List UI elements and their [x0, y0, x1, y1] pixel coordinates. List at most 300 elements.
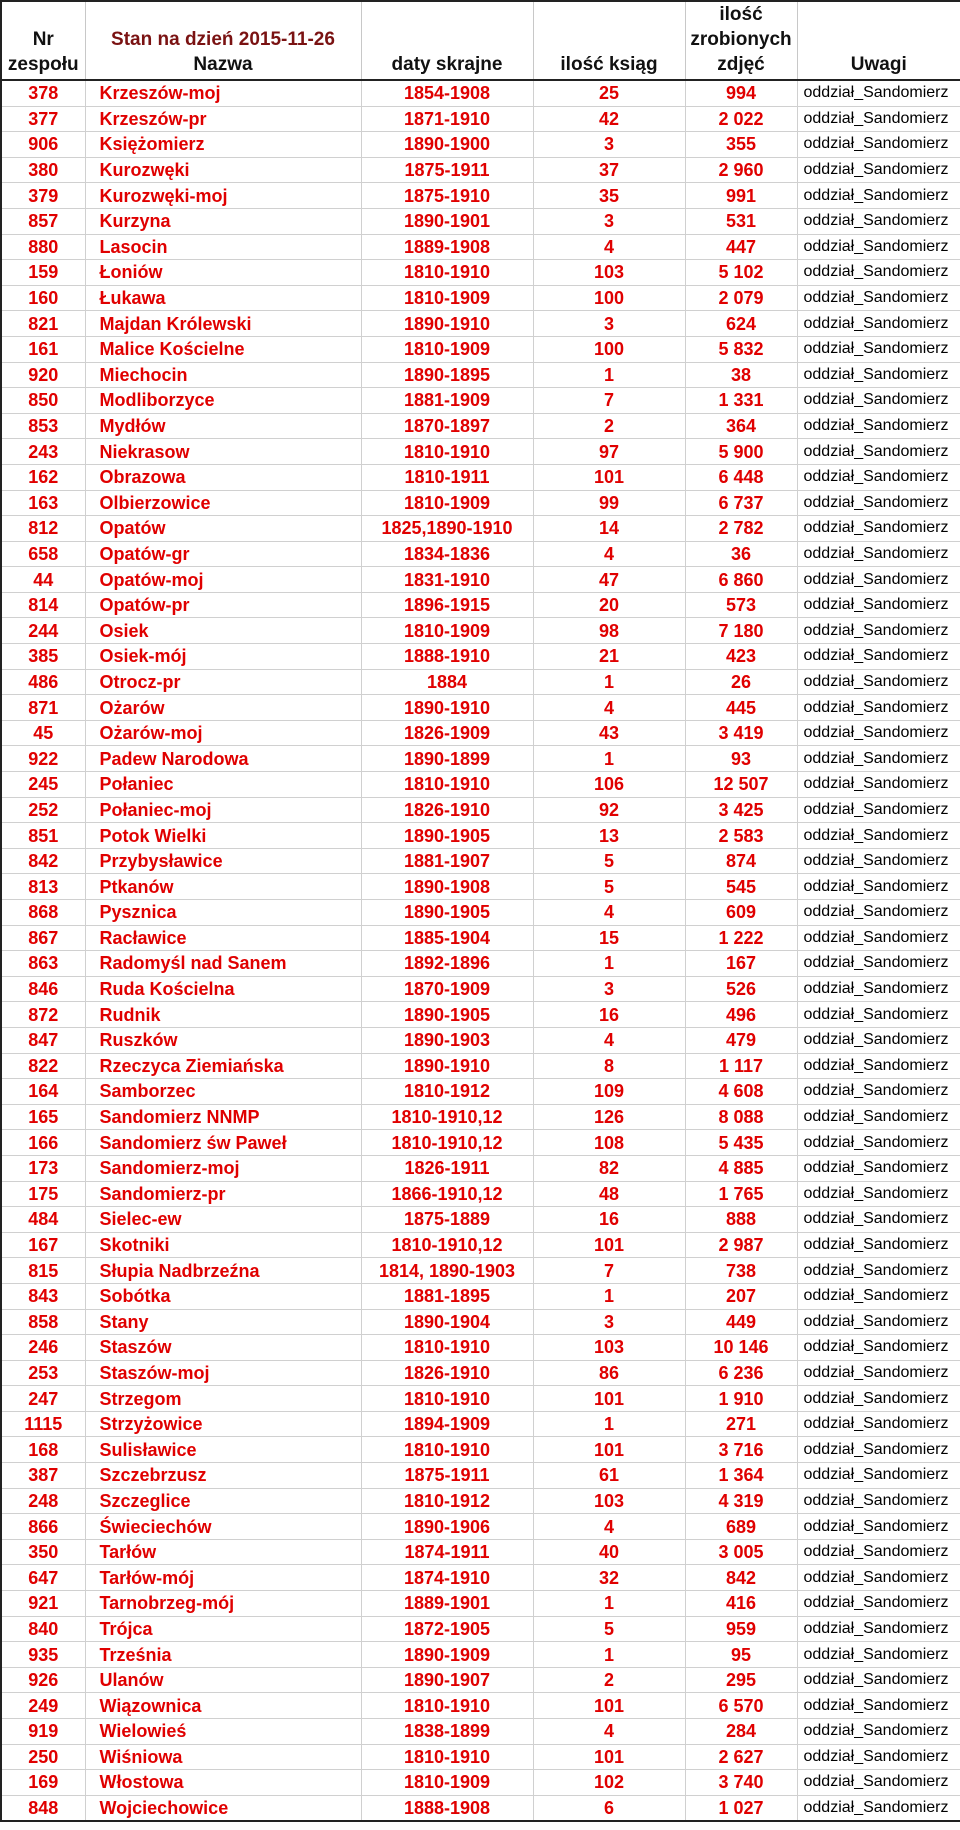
cell-dates: 1826-1910 [361, 797, 533, 823]
cell-notes: oddział_Sandomierz [797, 1027, 960, 1053]
cell-photos: 445 [685, 695, 797, 721]
cell-books: 106 [533, 772, 685, 798]
cell-nr: 486 [1, 669, 85, 695]
cell-photos: 284 [685, 1719, 797, 1745]
cell-books: 47 [533, 567, 685, 593]
cell-books: 2 [533, 1667, 685, 1693]
cell-nr: 857 [1, 208, 85, 234]
cell-name: Słupia Nadbrzeźna [85, 1258, 361, 1284]
cell-notes: oddział_Sandomierz [797, 80, 960, 106]
cell-name: Szczebrzusz [85, 1463, 361, 1489]
cell-photos: 3 716 [685, 1437, 797, 1463]
header-nr-line2: zespołu [7, 54, 79, 75]
cell-name: Sandomierz-moj [85, 1155, 361, 1181]
cell-notes: oddział_Sandomierz [797, 1488, 960, 1514]
cell-nr: 253 [1, 1360, 85, 1386]
cell-notes: oddział_Sandomierz [797, 208, 960, 234]
cell-name: Stany [85, 1309, 361, 1335]
cell-photos: 2 583 [685, 823, 797, 849]
cell-nr: 880 [1, 234, 85, 260]
header-name [85, 1, 361, 80]
cell-photos: 6 236 [685, 1360, 797, 1386]
cell-books: 99 [533, 490, 685, 516]
cell-notes: oddział_Sandomierz [797, 132, 960, 158]
cell-photos: 36 [685, 541, 797, 567]
table-row [1, 1002, 960, 1028]
cell-notes: oddział_Sandomierz [797, 234, 960, 260]
cell-books: 4 [533, 234, 685, 260]
cell-dates: 1890-1907 [361, 1667, 533, 1693]
cell-dates: 1894-1909 [361, 1411, 533, 1437]
cell-notes: oddział_Sandomierz [797, 746, 960, 772]
cell-notes: oddział_Sandomierz [797, 362, 960, 388]
cell-photos: 888 [685, 1207, 797, 1233]
cell-notes: oddział_Sandomierz [797, 1642, 960, 1668]
cell-notes: oddział_Sandomierz [797, 1079, 960, 1105]
cell-photos: 3 740 [685, 1770, 797, 1796]
header-photos-line1: ilość [719, 4, 763, 25]
cell-notes: oddział_Sandomierz [797, 285, 960, 311]
cell-dates: 1810-1909 [361, 336, 533, 362]
cell-books: 4 [533, 1514, 685, 1540]
cell-nr: 846 [1, 976, 85, 1002]
cell-nr: 658 [1, 541, 85, 567]
cell-dates: 1890-1905 [361, 823, 533, 849]
table-row [1, 797, 960, 823]
cell-books: 35 [533, 183, 685, 209]
cell-name: Trześnia [85, 1642, 361, 1668]
cell-books: 15 [533, 925, 685, 951]
cell-notes: oddział_Sandomierz [797, 976, 960, 1002]
cell-dates: 1826-1911 [361, 1155, 533, 1181]
cell-name: Wielowieś [85, 1719, 361, 1745]
cell-notes: oddział_Sandomierz [797, 439, 960, 465]
cell-nr: 484 [1, 1207, 85, 1233]
table-row [1, 1309, 960, 1335]
cell-photos: 6 570 [685, 1693, 797, 1719]
table-row [1, 1411, 960, 1437]
cell-nr: 160 [1, 285, 85, 311]
cell-photos: 3 419 [685, 720, 797, 746]
cell-dates: 1838-1899 [361, 1719, 533, 1745]
cell-books: 7 [533, 1258, 685, 1284]
cell-photos: 1 222 [685, 925, 797, 951]
cell-name: Opatów [85, 516, 361, 542]
cell-notes: oddział_Sandomierz [797, 925, 960, 951]
table-row [1, 1488, 960, 1514]
cell-dates: 1885-1904 [361, 925, 533, 951]
cell-books: 103 [533, 1335, 685, 1361]
table-row [1, 1744, 960, 1770]
cell-name: Wiśniowa [85, 1744, 361, 1770]
cell-nr: 813 [1, 874, 85, 900]
cell-nr: 1115 [1, 1411, 85, 1437]
cell-dates: 1888-1910 [361, 644, 533, 670]
cell-photos: 423 [685, 644, 797, 670]
cell-dates: 1890-1903 [361, 1027, 533, 1053]
cell-books: 92 [533, 797, 685, 823]
cell-dates: 1881-1907 [361, 848, 533, 874]
header-nr [1, 1, 85, 80]
cell-nr: 385 [1, 644, 85, 670]
cell-dates: 1810-1912 [361, 1488, 533, 1514]
cell-photos: 355 [685, 132, 797, 158]
cell-name: Opatów-moj [85, 567, 361, 593]
cell-notes: oddział_Sandomierz [797, 1744, 960, 1770]
cell-name: Sulisławice [85, 1437, 361, 1463]
cell-notes: oddział_Sandomierz [797, 516, 960, 542]
cell-nr: 250 [1, 1744, 85, 1770]
cell-photos: 526 [685, 976, 797, 1002]
cell-notes: oddział_Sandomierz [797, 1770, 960, 1796]
cell-notes: oddział_Sandomierz [797, 1386, 960, 1412]
cell-dates: 1810-1910 [361, 772, 533, 798]
cell-photos: 26 [685, 669, 797, 695]
cell-photos: 167 [685, 951, 797, 977]
cell-books: 3 [533, 208, 685, 234]
cell-books: 101 [533, 1693, 685, 1719]
cell-photos: 2 627 [685, 1744, 797, 1770]
cell-dates: 1870-1909 [361, 976, 533, 1002]
cell-dates: 1890-1901 [361, 208, 533, 234]
cell-nr: 45 [1, 720, 85, 746]
cell-photos: 4 885 [685, 1155, 797, 1181]
cell-photos: 1 331 [685, 388, 797, 414]
table-row [1, 874, 960, 900]
cell-notes: oddział_Sandomierz [797, 848, 960, 874]
cell-photos: 1 117 [685, 1053, 797, 1079]
cell-dates: 1875-1910 [361, 183, 533, 209]
cell-notes: oddział_Sandomierz [797, 1437, 960, 1463]
cell-name: Staszów [85, 1335, 361, 1361]
cell-name: Padew Narodowa [85, 746, 361, 772]
table-row [1, 1693, 960, 1719]
header-nr-line1: Nr [32, 29, 54, 50]
cell-photos: 874 [685, 848, 797, 874]
cell-dates: 1890-1899 [361, 746, 533, 772]
cell-books: 109 [533, 1079, 685, 1105]
table-row [1, 592, 960, 618]
cell-photos: 3 425 [685, 797, 797, 823]
table-row [1, 362, 960, 388]
cell-photos: 738 [685, 1258, 797, 1284]
header-books: ilość ksiąg [533, 1, 685, 80]
cell-books: 61 [533, 1463, 685, 1489]
cell-notes: oddział_Sandomierz [797, 311, 960, 337]
cell-nr: 858 [1, 1309, 85, 1335]
cell-books: 101 [533, 464, 685, 490]
cell-dates: 1892-1896 [361, 951, 533, 977]
cell-books: 4 [533, 900, 685, 926]
cell-dates: 1875-1911 [361, 157, 533, 183]
cell-name: Skotniki [85, 1232, 361, 1258]
cell-nr: 847 [1, 1027, 85, 1053]
cell-books: 8 [533, 1053, 685, 1079]
cell-nr: 848 [1, 1795, 85, 1821]
cell-dates: 1810-1910 [361, 260, 533, 286]
header-photos-line2: zrobionych [690, 29, 792, 50]
table-row [1, 1719, 960, 1745]
cell-nr: 814 [1, 592, 85, 618]
cell-notes: oddział_Sandomierz [797, 874, 960, 900]
cell-dates: 1890-1908 [361, 874, 533, 900]
cell-name: Ulanów [85, 1667, 361, 1693]
cell-photos: 573 [685, 592, 797, 618]
cell-notes: oddział_Sandomierz [797, 644, 960, 670]
table-row [1, 1027, 960, 1053]
cell-notes: oddział_Sandomierz [797, 797, 960, 823]
cell-photos: 449 [685, 1309, 797, 1335]
table-row [1, 1770, 960, 1796]
cell-nr: 244 [1, 618, 85, 644]
cell-notes: oddział_Sandomierz [797, 1130, 960, 1156]
cell-books: 48 [533, 1181, 685, 1207]
cell-books: 102 [533, 1770, 685, 1796]
cell-name: Racławice [85, 925, 361, 951]
cell-photos: 1 910 [685, 1386, 797, 1412]
cell-nr: 248 [1, 1488, 85, 1514]
cell-books: 21 [533, 644, 685, 670]
table-body [1, 80, 960, 1821]
cell-photos: 2 782 [685, 516, 797, 542]
table-row [1, 1642, 960, 1668]
cell-nr: 167 [1, 1232, 85, 1258]
cell-notes: oddział_Sandomierz [797, 1795, 960, 1821]
cell-nr: 166 [1, 1130, 85, 1156]
cell-nr: 851 [1, 823, 85, 849]
cell-nr: 247 [1, 1386, 85, 1412]
table-row [1, 80, 960, 106]
cell-name: Świeciechów [85, 1514, 361, 1540]
table-row [1, 1104, 960, 1130]
cell-notes: oddział_Sandomierz [797, 720, 960, 746]
cell-notes: oddział_Sandomierz [797, 490, 960, 516]
cell-books: 1 [533, 669, 685, 695]
cell-notes: oddział_Sandomierz [797, 823, 960, 849]
table-row [1, 541, 960, 567]
cell-dates: 1810-1909 [361, 490, 533, 516]
cell-dates: 1890-1909 [361, 1642, 533, 1668]
cell-name: Wojciechowice [85, 1795, 361, 1821]
cell-books: 7 [533, 388, 685, 414]
cell-dates: 1871-1910 [361, 106, 533, 132]
cell-books: 101 [533, 1386, 685, 1412]
cell-books: 4 [533, 1719, 685, 1745]
cell-notes: oddział_Sandomierz [797, 567, 960, 593]
cell-books: 3 [533, 132, 685, 158]
cell-name: Rudnik [85, 1002, 361, 1028]
cell-books: 14 [533, 516, 685, 542]
table-row [1, 464, 960, 490]
cell-name: Tarnobrzeg-mój [85, 1591, 361, 1617]
cell-notes: oddział_Sandomierz [797, 618, 960, 644]
cell-notes: oddział_Sandomierz [797, 260, 960, 286]
table-row [1, 900, 960, 926]
cell-nr: 863 [1, 951, 85, 977]
cell-name: Połaniec [85, 772, 361, 798]
table-row [1, 976, 960, 1002]
cell-dates: 1810-1910 [361, 1437, 533, 1463]
cell-notes: oddział_Sandomierz [797, 1181, 960, 1207]
cell-name: Opatów-pr [85, 592, 361, 618]
cell-notes: oddział_Sandomierz [797, 1719, 960, 1745]
cell-name: Sandomierz-pr [85, 1181, 361, 1207]
cell-photos: 364 [685, 413, 797, 439]
cell-dates: 1881-1909 [361, 388, 533, 414]
cell-photos: 2 022 [685, 106, 797, 132]
cell-dates: 1875-1911 [361, 1463, 533, 1489]
table-row [1, 1667, 960, 1693]
table-row [1, 157, 960, 183]
cell-photos: 447 [685, 234, 797, 260]
cell-notes: oddział_Sandomierz [797, 541, 960, 567]
cell-nr: 168 [1, 1437, 85, 1463]
cell-notes: oddział_Sandomierz [797, 1053, 960, 1079]
cell-photos: 6 737 [685, 490, 797, 516]
cell-books: 1 [533, 1642, 685, 1668]
cell-nr: 866 [1, 1514, 85, 1540]
cell-notes: oddział_Sandomierz [797, 1514, 960, 1540]
cell-books: 16 [533, 1207, 685, 1233]
cell-photos: 38 [685, 362, 797, 388]
cell-photos: 496 [685, 1002, 797, 1028]
cell-photos: 7 180 [685, 618, 797, 644]
cell-dates: 1814, 1890-1903 [361, 1258, 533, 1284]
cell-dates: 1826-1909 [361, 720, 533, 746]
cell-books: 2 [533, 413, 685, 439]
table-row [1, 1514, 960, 1540]
cell-photos: 6 860 [685, 567, 797, 593]
cell-dates: 1810-1910 [361, 1335, 533, 1361]
cell-photos: 959 [685, 1616, 797, 1642]
table-row [1, 823, 960, 849]
header-dates: daty skrajne [361, 1, 533, 80]
table-row [1, 746, 960, 772]
table-row [1, 1232, 960, 1258]
cell-notes: oddział_Sandomierz [797, 1360, 960, 1386]
table-row [1, 183, 960, 209]
cell-books: 4 [533, 1027, 685, 1053]
table-row [1, 1565, 960, 1591]
cell-nr: 842 [1, 848, 85, 874]
cell-name: Opatów-gr [85, 541, 361, 567]
cell-nr: 173 [1, 1155, 85, 1181]
cell-dates: 1810-1909 [361, 1770, 533, 1796]
cell-nr: 175 [1, 1181, 85, 1207]
cell-name: Ożarów [85, 695, 361, 721]
cell-photos: 3 005 [685, 1539, 797, 1565]
cell-nr: 926 [1, 1667, 85, 1693]
cell-photos: 4 608 [685, 1079, 797, 1105]
cell-name: Strzegom [85, 1386, 361, 1412]
cell-name: Krzeszów-pr [85, 106, 361, 132]
cell-nr: 162 [1, 464, 85, 490]
cell-photos: 624 [685, 311, 797, 337]
cell-nr: 161 [1, 336, 85, 362]
cell-name: Wiązownica [85, 1693, 361, 1719]
table-row [1, 720, 960, 746]
cell-dates: 1889-1908 [361, 234, 533, 260]
cell-photos: 994 [685, 80, 797, 106]
table-row [1, 413, 960, 439]
cell-notes: oddział_Sandomierz [797, 1591, 960, 1617]
table-row [1, 388, 960, 414]
cell-dates: 1831-1910 [361, 567, 533, 593]
table-row [1, 439, 960, 465]
cell-name: Tarłów-mój [85, 1565, 361, 1591]
cell-dates: 1881-1895 [361, 1283, 533, 1309]
table-row [1, 695, 960, 721]
cell-photos: 545 [685, 874, 797, 900]
cell-name: Ożarów-moj [85, 720, 361, 746]
cell-nr: 935 [1, 1642, 85, 1668]
cell-name: Szczeglice [85, 1488, 361, 1514]
cell-dates: 1810-1909 [361, 618, 533, 644]
cell-nr: 647 [1, 1565, 85, 1591]
cell-dates: 1896-1915 [361, 592, 533, 618]
cell-name: Modliborzyce [85, 388, 361, 414]
cell-name: Rzeczyca Ziemiańska [85, 1053, 361, 1079]
header-photos-line3: zdjęć [717, 54, 765, 75]
cell-dates: 1872-1905 [361, 1616, 533, 1642]
cell-name: Połaniec-moj [85, 797, 361, 823]
header-photos [685, 1, 797, 80]
table-row [1, 1591, 960, 1617]
cell-nr: 867 [1, 925, 85, 951]
table-row [1, 234, 960, 260]
cell-books: 86 [533, 1360, 685, 1386]
cell-books: 82 [533, 1155, 685, 1181]
cell-photos: 609 [685, 900, 797, 926]
cell-notes: oddział_Sandomierz [797, 900, 960, 926]
cell-books: 4 [533, 695, 685, 721]
cell-name: Radomyśl nad Sanem [85, 951, 361, 977]
table-row [1, 644, 960, 670]
cell-books: 100 [533, 336, 685, 362]
cell-name: Samborzec [85, 1079, 361, 1105]
cell-name: Sobótka [85, 1283, 361, 1309]
cell-nr: 243 [1, 439, 85, 465]
cell-nr: 850 [1, 388, 85, 414]
cell-photos: 295 [685, 1667, 797, 1693]
table-row [1, 1386, 960, 1412]
cell-notes: oddział_Sandomierz [797, 1258, 960, 1284]
cell-notes: oddział_Sandomierz [797, 183, 960, 209]
cell-books: 1 [533, 1411, 685, 1437]
cell-notes: oddział_Sandomierz [797, 1539, 960, 1565]
cell-dates: 1810-1910,12 [361, 1104, 533, 1130]
cell-books: 1 [533, 362, 685, 388]
cell-books: 5 [533, 848, 685, 874]
cell-nr: 249 [1, 1693, 85, 1719]
cell-photos: 93 [685, 746, 797, 772]
cell-notes: oddział_Sandomierz [797, 1335, 960, 1361]
cell-notes: oddział_Sandomierz [797, 695, 960, 721]
cell-name: Malice Kościelne [85, 336, 361, 362]
cell-books: 1 [533, 951, 685, 977]
table-row [1, 132, 960, 158]
cell-name: Osiek [85, 618, 361, 644]
cell-nr: 159 [1, 260, 85, 286]
cell-notes: oddział_Sandomierz [797, 669, 960, 695]
cell-nr: 163 [1, 490, 85, 516]
cell-notes: oddział_Sandomierz [797, 1283, 960, 1309]
cell-notes: oddział_Sandomierz [797, 1616, 960, 1642]
cell-notes: oddział_Sandomierz [797, 592, 960, 618]
cell-dates: 1810-1910 [361, 1386, 533, 1412]
cell-name: Sandomierz NNMP [85, 1104, 361, 1130]
cell-dates: 1810-1911 [361, 464, 533, 490]
